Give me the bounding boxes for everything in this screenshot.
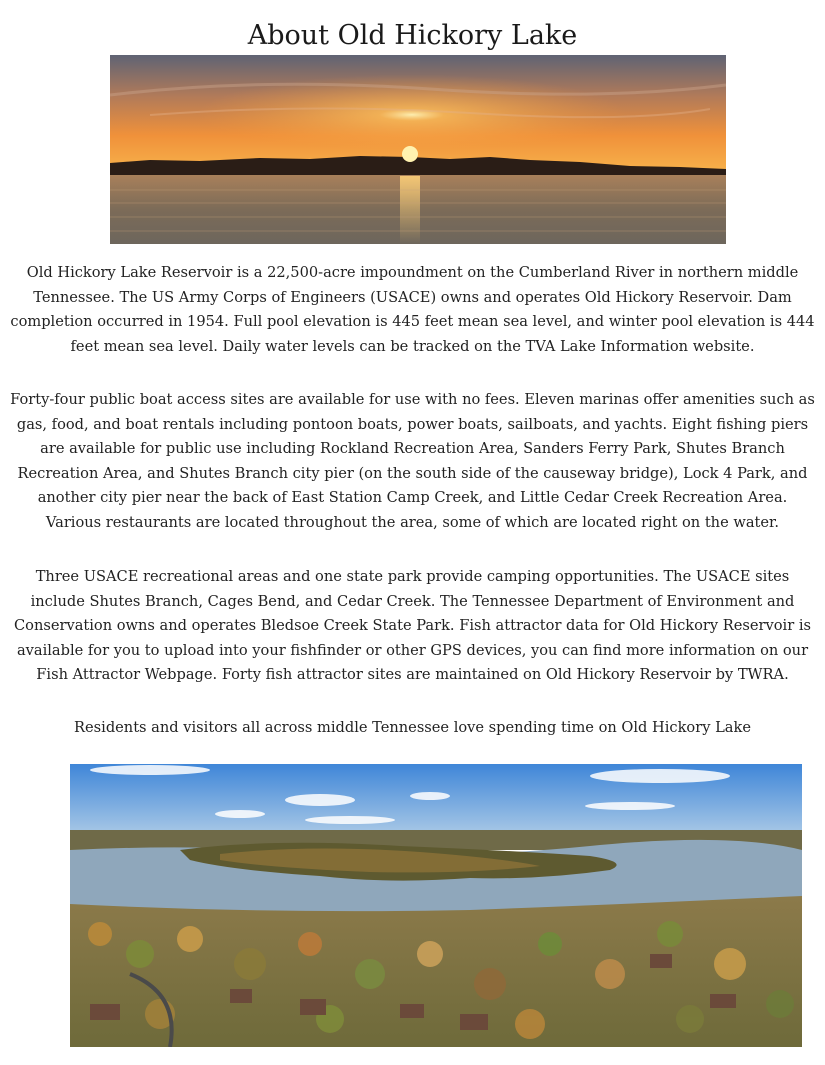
sunset-over-lake-photo xyxy=(110,55,726,244)
page-title: About Old Hickory Lake xyxy=(247,20,578,51)
paragraph-lake-overview: Old Hickory Lake Reservoir is a 22,500-acre impoundment on the Cumberland River in northern middle Tennessee. The US Army Corps of Engineers (USACE) owns and operates Old Hickory Reservoir. Dam completion occurred in 1954. Full pool elevation is 445 feet mean sea level, and winter pool elevation is 444 feet mean sea level. Daily water levels can be tracked on the TVA Lake Information website. xyxy=(10,264,815,355)
paragraph-residents: Residents and visitors all across middle Tennessee love spending time on Old Hickory Lake xyxy=(74,719,751,736)
paragraph-boat-access: Forty-four public boat access sites are available for use with no fees. Eleven marinas offer amenities such as gas, food, and boat rentals including pontoon boats, power boats, sailboats, and yachts. Eight fishing piers are available for public use including Rockland Recreation Area, Sanders Ferry Park, Shutes Branch Recreation Area, and Shutes Branch city pier (on the south side of the causeway bridge), Lock 4 Park, and another city pier near the back of East Station Camp Creek, and Little Cedar Creek Recreation Area. Various restaurants are located throughout the area, some of which are located right on the water. xyxy=(10,391,815,531)
aerial-lake-neighborhood-photo xyxy=(70,764,802,1047)
paragraph-camping: Three USACE recreational areas and one state park provide camping opportunities. The USACE sites include Shutes Branch, Cages Bend, and Cedar Creek. The Tennessee Department of Environment and Conservation owns and operates Bledsoe Creek State Park. Fish attractor data for Old Hickory Reservoir is available for you to upload into your fishfinder or other GPS devices, you can find more information on our Fish Attractor Webpage. Forty fish attractor sites are maintained on Old Hickory Reservoir by TWRA. xyxy=(14,568,811,684)
